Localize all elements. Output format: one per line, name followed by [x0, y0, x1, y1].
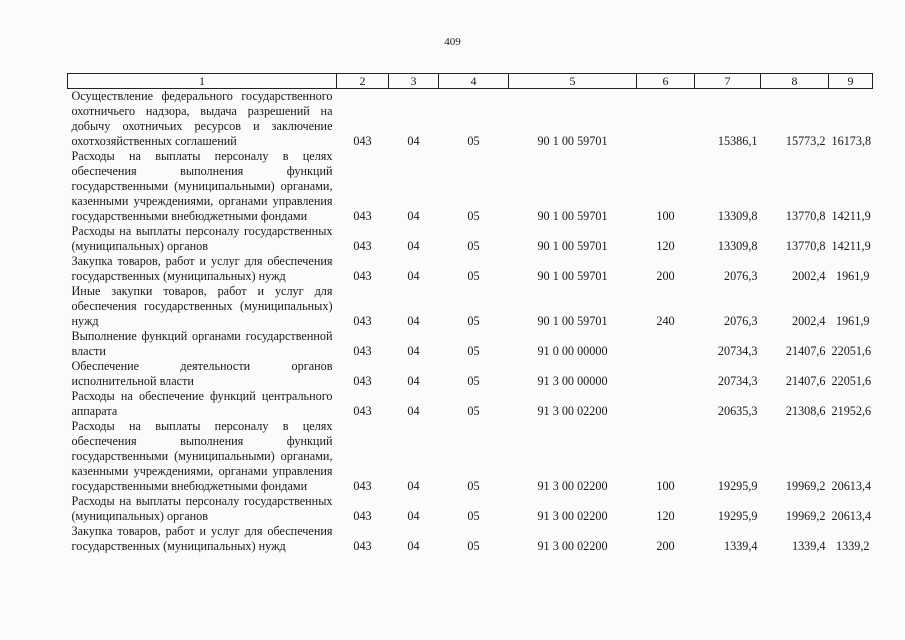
cell-rz: 04 — [407, 134, 420, 148]
col-header-7: 7 — [695, 74, 761, 89]
cell-vr: 100 — [656, 479, 675, 493]
cell-year3: 20613,4 — [831, 479, 872, 493]
row-description: Осуществление федерального государственного охотничьего надзора, выдача разрешений на добычу охотничьих ресурсов и заключение охотхозяйственных соглашений — [71, 89, 333, 148]
cell-year1: 2076,3 — [723, 314, 758, 328]
table-body — [68, 89, 873, 555]
cell-vr: 120 — [656, 239, 675, 253]
row-description: Расходы на выплаты персоналу государственных (муниципальных) органов — [71, 224, 333, 253]
row-description: Расходы на обеспечение функций центрального аппарата — [71, 389, 333, 418]
row-description: Выполнение функций органами государственной власти — [71, 329, 333, 358]
cell-vr: 100 — [656, 209, 675, 223]
cell-pr: 05 — [467, 404, 480, 418]
budget-table — [67, 73, 873, 554]
cell-rz: 04 — [407, 404, 420, 418]
table-row — [68, 149, 873, 224]
cell-csr: 91 3 00 02200 — [537, 479, 608, 493]
cell-year1: 19295,9 — [717, 509, 758, 523]
cell-csr: 91 0 00 00000 — [537, 344, 608, 358]
col-header-3: 3 — [389, 74, 439, 89]
table-row — [68, 419, 873, 494]
col-header-6: 6 — [637, 74, 695, 89]
cell-pr: 05 — [467, 344, 480, 358]
cell-pr: 05 — [467, 539, 480, 553]
cell-year2: 2002,4 — [791, 269, 826, 283]
cell-year3: 22051,6 — [831, 344, 872, 358]
cell-vr — [637, 89, 695, 150]
cell-csr: 90 1 00 59701 — [537, 134, 608, 148]
cell-rz: 04 — [407, 239, 420, 253]
cell-vr — [637, 359, 695, 389]
cell-year3: 16173,8 — [831, 134, 872, 148]
table-row — [68, 224, 873, 254]
cell-pr: 05 — [467, 314, 480, 328]
cell-ved: 043 — [353, 344, 372, 358]
cell-vr — [637, 329, 695, 359]
col-header-9: 9 — [829, 74, 873, 89]
cell-year3: 1961,9 — [835, 269, 870, 283]
cell-csr: 90 1 00 59701 — [537, 209, 608, 223]
cell-year3: 20613,4 — [831, 509, 872, 523]
cell-pr: 05 — [467, 134, 480, 148]
cell-ved: 043 — [353, 404, 372, 418]
cell-rz: 04 — [407, 269, 420, 283]
cell-year1: 20635,3 — [717, 404, 758, 418]
cell-year1: 1339,4 — [723, 539, 758, 553]
cell-year2: 21308,6 — [785, 404, 826, 418]
cell-csr: 91 3 00 02200 — [537, 404, 608, 418]
cell-ved: 043 — [353, 539, 372, 553]
cell-year1: 20734,3 — [717, 374, 758, 388]
table-row — [68, 254, 873, 284]
cell-vr: 200 — [656, 269, 675, 283]
cell-year3: 1961,9 — [835, 314, 870, 328]
header-row — [68, 74, 873, 89]
cell-vr: 240 — [656, 314, 675, 328]
cell-ved: 043 — [353, 269, 372, 283]
row-description: Закупка товаров, работ и услуг для обеспечения государственных (муниципальных) нужд — [71, 524, 333, 553]
cell-year2: 19969,2 — [785, 479, 826, 493]
cell-year1: 20734,3 — [717, 344, 758, 358]
cell-csr: 90 1 00 59701 — [537, 314, 608, 328]
cell-rz: 04 — [407, 314, 420, 328]
cell-pr: 05 — [467, 209, 480, 223]
col-header-1: 1 — [68, 74, 337, 89]
cell-year1: 15386,1 — [717, 134, 758, 148]
row-description: Расходы на выплаты персоналу государственных (муниципальных) органов — [71, 494, 333, 523]
cell-ved: 043 — [353, 314, 372, 328]
cell-ved: 043 — [353, 374, 372, 388]
cell-vr — [637, 389, 695, 419]
cell-year3: 14211,9 — [831, 209, 871, 223]
col-header-4: 4 — [439, 74, 509, 89]
row-description: Обеспечение деятельности органов исполнительной власти — [71, 359, 333, 388]
cell-pr: 05 — [467, 509, 480, 523]
table-row — [68, 329, 873, 359]
table-row — [68, 389, 873, 419]
cell-rz: 04 — [407, 539, 420, 553]
table-header — [68, 74, 873, 89]
cell-year1: 19295,9 — [717, 479, 758, 493]
col-header-5: 5 — [509, 74, 637, 89]
cell-year1: 2076,3 — [723, 269, 758, 283]
cell-year3: 1339,2 — [835, 539, 870, 553]
cell-rz: 04 — [407, 509, 420, 523]
cell-year3: 14211,9 — [831, 239, 871, 253]
cell-vr: 120 — [656, 509, 675, 523]
cell-year3: 21952,6 — [831, 404, 872, 418]
row-description: Расходы на выплаты персоналу в целях обеспечения выполнения функций государственными (муниципальными) органами, казенными учреждениями, органами управления государственными внебюджетными фондами — [71, 419, 333, 493]
cell-rz: 04 — [407, 479, 420, 493]
cell-csr: 90 1 00 59701 — [537, 269, 608, 283]
col-header-2: 2 — [337, 74, 389, 89]
cell-vr: 200 — [656, 539, 675, 553]
cell-year2: 1339,4 — [791, 539, 826, 553]
table-row — [68, 359, 873, 389]
cell-ved: 043 — [353, 509, 372, 523]
row-description: Расходы на выплаты персоналу в целях обеспечения выполнения функций государственными (муниципальными) органами, казенными учреждениями, органами управления государственными внебюджетными фондами — [71, 149, 333, 223]
cell-csr: 91 3 00 02200 — [537, 539, 608, 553]
cell-year2: 2002,4 — [791, 314, 826, 328]
cell-rz: 04 — [407, 374, 420, 388]
cell-rz: 04 — [407, 209, 420, 223]
cell-year2: 13770,8 — [785, 209, 826, 223]
row-description: Иные закупки товаров, работ и услуг для обеспечения государственных (муниципальных) нужд — [71, 284, 333, 328]
cell-pr: 05 — [467, 269, 480, 283]
cell-ved: 043 — [353, 479, 372, 493]
table-row — [68, 524, 873, 554]
table-row — [68, 89, 873, 150]
cell-year2: 21407,6 — [785, 344, 826, 358]
col-header-8: 8 — [761, 74, 829, 89]
cell-year2: 21407,6 — [785, 374, 826, 388]
cell-year2: 13770,8 — [785, 239, 826, 253]
cell-pr: 05 — [467, 239, 480, 253]
cell-year2: 19969,2 — [785, 509, 826, 523]
table-row — [68, 494, 873, 524]
cell-csr: 91 3 00 02200 — [537, 509, 608, 523]
cell-ved: 043 — [353, 134, 372, 148]
cell-pr: 05 — [467, 479, 480, 493]
cell-ved: 043 — [353, 209, 372, 223]
cell-year2: 15773,2 — [785, 134, 826, 148]
cell-csr: 90 1 00 59701 — [537, 239, 608, 253]
cell-year3: 22051,6 — [831, 374, 872, 388]
cell-ved: 043 — [353, 239, 372, 253]
cell-rz: 04 — [407, 344, 420, 358]
cell-year1: 13309,8 — [717, 239, 758, 253]
cell-csr: 91 3 00 00000 — [537, 374, 608, 388]
row-description: Закупка товаров, работ и услуг для обеспечения государственных (муниципальных) нужд — [71, 254, 333, 283]
cell-year1: 13309,8 — [717, 209, 758, 223]
table-row — [68, 284, 873, 329]
cell-pr: 05 — [467, 374, 480, 388]
page-number: 409 — [444, 36, 461, 48]
